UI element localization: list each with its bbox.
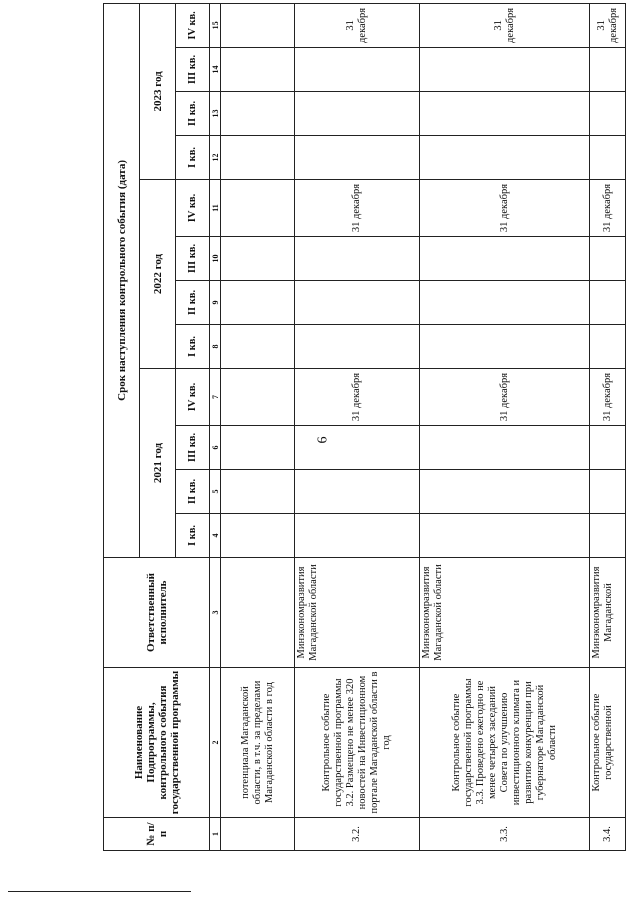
- row-date: [221, 514, 295, 558]
- row-date: [420, 281, 590, 325]
- column-number: 13: [210, 92, 221, 136]
- row-date: 31 декабря: [420, 3, 590, 47]
- row-executor: Минэкономразвития Магаданской области: [295, 558, 420, 668]
- column-number: 3: [210, 558, 221, 668]
- header-executor: Ответственный исполнитель: [104, 558, 210, 668]
- header-period: Срок наступления контрольного события (дата): [104, 3, 140, 557]
- header-q4: IV кв.: [176, 3, 210, 47]
- row-date: [295, 92, 420, 136]
- header-year-2021: 2021 год: [140, 369, 176, 558]
- row-executor: Минэкономразвития Магаданской области: [420, 558, 590, 668]
- row-num: 3.4.: [590, 818, 626, 851]
- row-date: [295, 325, 420, 369]
- table-container: [103, 4, 619, 851]
- row-name: Контрольное событие государственной программы 3.2. Размещено не менее 320 новостей на Инвестиционном портале Магаданской области в год: [295, 668, 420, 818]
- row-date: [420, 514, 590, 558]
- column-number: 6: [210, 426, 221, 470]
- row-executor: Минэкономразвития Магаданской: [590, 558, 626, 668]
- column-number: 5: [210, 470, 221, 514]
- row-date: [420, 426, 590, 470]
- row-date: [295, 136, 420, 180]
- control-events-table: [103, 3, 626, 851]
- row-date: [295, 48, 420, 92]
- row-name: Контрольное событие государственной: [590, 668, 626, 818]
- row-date: [221, 48, 295, 92]
- row-date: [590, 237, 626, 281]
- row-date: [420, 48, 590, 92]
- row-date: [221, 369, 295, 426]
- column-number: 1: [210, 818, 221, 851]
- header-q1: I кв.: [176, 514, 210, 558]
- row-date: 31 декабря: [420, 369, 590, 426]
- column-number: 8: [210, 325, 221, 369]
- row-name: потенциала Магаданской области, в т.ч. за пределами Магаданской области в год: [221, 668, 295, 818]
- row-date: 31 декабря: [590, 369, 626, 426]
- row-date: 31 декабря: [590, 3, 626, 47]
- row-date: [295, 470, 420, 514]
- row-date: 31 декабря: [590, 180, 626, 237]
- row-date: 31 декабря: [295, 3, 420, 47]
- row-date: [420, 470, 590, 514]
- row-date: [420, 136, 590, 180]
- header-q3: III кв.: [176, 48, 210, 92]
- column-number: 4: [210, 514, 221, 558]
- row-num: [221, 818, 295, 851]
- row-date: [590, 281, 626, 325]
- row-date: [420, 92, 590, 136]
- row-date: [221, 136, 295, 180]
- row-date: [590, 136, 626, 180]
- row-date: [221, 3, 295, 47]
- row-name: Контрольное событие государственной программы 3.3. Проведено ежегодно не менее четырех заседаний Совета по улучшению инвестиционного климата и развитию конкуренции при губернаторе Магаданской области: [420, 668, 590, 818]
- row-date: [590, 48, 626, 92]
- header-q2: II кв.: [176, 470, 210, 514]
- header-q3: III кв.: [176, 237, 210, 281]
- header-num: № п/п: [104, 818, 210, 851]
- header-q1: I кв.: [176, 325, 210, 369]
- row-date: [590, 514, 626, 558]
- row-date: [590, 92, 626, 136]
- column-number: 2: [210, 668, 221, 818]
- table-row: [295, 3, 420, 850]
- row-date: [295, 281, 420, 325]
- row-date: 31 декабря: [295, 180, 420, 237]
- column-number: 7: [210, 369, 221, 426]
- row-date: [221, 180, 295, 237]
- row-date: [590, 426, 626, 470]
- row-date: [295, 237, 420, 281]
- header-year-2022: 2022 год: [140, 180, 176, 369]
- header-name: Наименование Подпрограммы, контрольного события государственной программы: [104, 668, 210, 818]
- column-number: 11: [210, 180, 221, 237]
- row-date: [590, 325, 626, 369]
- table-row: [221, 3, 295, 850]
- column-number: 10: [210, 237, 221, 281]
- row-date: [420, 325, 590, 369]
- footer-divider: [8, 891, 191, 892]
- row-date: [221, 281, 295, 325]
- row-date: [590, 470, 626, 514]
- row-num: 3.2.: [295, 818, 420, 851]
- row-date: [295, 426, 420, 470]
- page-number: 6: [315, 436, 331, 444]
- row-date: 31 декабря: [295, 369, 420, 426]
- row-executor: [221, 558, 295, 668]
- header-q2: II кв.: [176, 281, 210, 325]
- row-date: 31 декабря: [420, 180, 590, 237]
- column-number: 12: [210, 136, 221, 180]
- row-date: [221, 325, 295, 369]
- header-q4: IV кв.: [176, 180, 210, 237]
- row-date: [221, 92, 295, 136]
- header-q3: III кв.: [176, 426, 210, 470]
- column-number: 14: [210, 48, 221, 92]
- header-q2: II кв.: [176, 92, 210, 136]
- column-number: 9: [210, 281, 221, 325]
- row-num: 3.3.: [420, 818, 590, 851]
- row-date: [221, 237, 295, 281]
- header-year-2023: 2023 год: [140, 3, 176, 179]
- row-date: [221, 470, 295, 514]
- header-q4: IV кв.: [176, 369, 210, 426]
- row-date: [221, 426, 295, 470]
- column-number: 15: [210, 3, 221, 47]
- row-date: [420, 237, 590, 281]
- table-row: [420, 3, 590, 850]
- header-q1: I кв.: [176, 136, 210, 180]
- row-date: [295, 514, 420, 558]
- table-row: [590, 3, 626, 850]
